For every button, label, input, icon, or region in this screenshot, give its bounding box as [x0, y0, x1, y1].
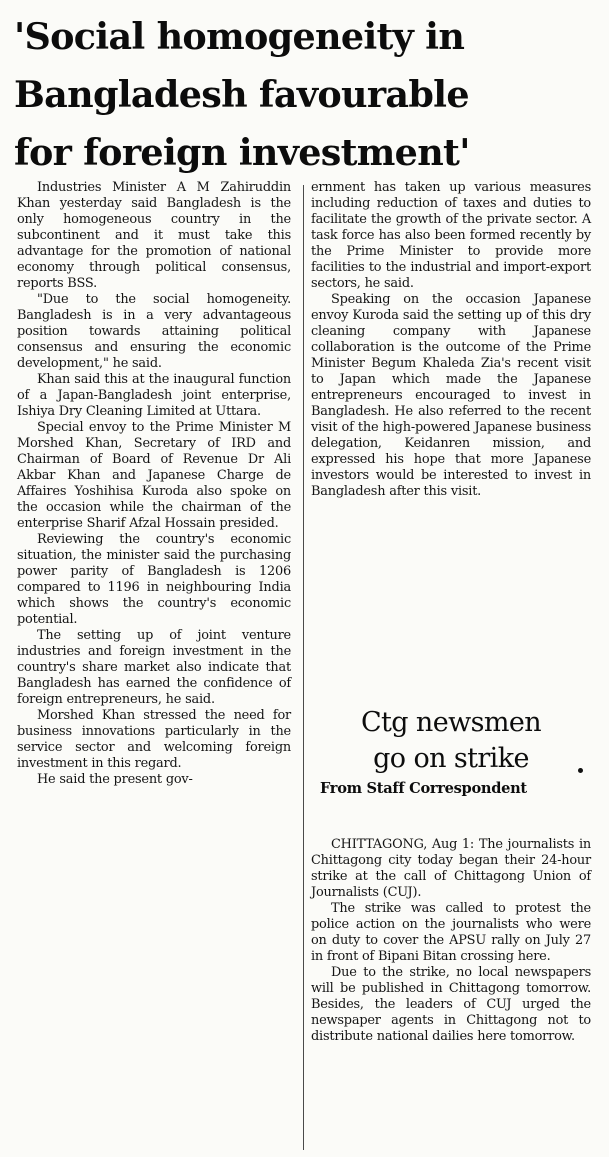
article-paragraph: He said the present gov-: [37, 772, 193, 787]
headline-line: go on strike: [373, 743, 529, 774]
main-story-column-right: [311, 180, 591, 500]
ink-dot: [578, 768, 583, 773]
article-paragraph: Morshed Khan stressed the need for business innovations particularly in the service sector and welcoming foreign investment in this regard.: [17, 708, 291, 771]
headline-line: Bangladesh favourable: [14, 73, 469, 116]
article-paragraph: Special envoy to the Prime Minister M Morshed Khan, Secretary of IRD and Chairman of Board of Revenue Dr Ali Akbar Khan and Japanese Charge de Affaires Yoshihisa Kuroda also spoke on the occasion while the chairman of the enterprise Sharif Afzal Hossain presided.: [17, 420, 291, 531]
article-paragraph: Khan said this at the inaugural function of a Japan-Bangladesh joint enterprise, Ishiya Dry Cleaning Limited at Uttara.: [17, 372, 291, 419]
headline-line: Ctg newsmen: [360, 707, 542, 738]
second-story-body: [311, 837, 591, 1045]
article-paragraph: "Due to the social homogeneity. Bangladesh is in a very advantageous position towards attaining political consensus and ensuring the economic development," he said.: [17, 292, 291, 371]
headline-line: 'Social homogeneity in: [14, 15, 465, 58]
article-paragraph: The strike was called to protest the police action on the journalists who were on duty to cover the APSU rally on July 27 in front of Bipani Bitan crossing here.: [311, 901, 591, 964]
article-paragraph: Due to the strike, no local newspapers will be published in Chittagong tomorrow. Besides, the leaders of CUJ urged the newspaper agents in Chittagong not to distribute national dailies here tomorrow.: [311, 965, 591, 1044]
article-paragraph: The setting up of joint venture industries and foreign investment in the country's share market also indicate that Bangladesh has earned the confidence of foreign entrepreneurs, he said.: [17, 628, 291, 707]
main-headline: [14, 8, 604, 182]
article-paragraph: Reviewing the country's economic situation, the minister said the purchasing power parity of Bangladesh is 1206 compared to 1196 in neighbouring India which shows the country's economic potential.: [17, 532, 291, 627]
article-paragraph: Industries Minister A M Zahiruddin Khan yesterday said Bangladesh is the only homogeneous country in the subcontinent and it must take this advantage for the promotion of national economy through political consensus, reports BSS.: [17, 180, 291, 291]
column-divider: [303, 185, 304, 1150]
article-paragraph: Speaking on the occasion Japanese envoy Kuroda said the setting up of this dry cleaning company with Japanese collaboration is the outcome of the Prime Minister Begum Khaleda Zia's recent visit to Japan which made the Japanese entrepreneurs encouraged to invest in Bangladesh. He also referred to the recent visit of the high-powered Japanese business delegation, Keidanren mission, and expressed his hope that more Japanese investors would be interested to invest in Bangladesh after this visit.: [311, 292, 591, 499]
article-paragraph: ernment has taken up various measures including reduction of taxes and duties to facilitate the growth of the private sector. A task force has also been formed recently by the Prime Minister to provide more facilities to the industrial and import-export sectors, he said.: [311, 180, 591, 291]
second-story-headline: [311, 705, 591, 777]
main-story-column-left: [17, 180, 291, 788]
article-paragraph: CHITTAGONG, Aug 1: The journalists in Chittagong city today began their 24-hour strike at the call of Chittagong Union of Journalists (CUJ).: [311, 837, 591, 900]
byline: From Staff Correspondent: [320, 780, 527, 797]
headline-line: for foreign investment': [14, 131, 470, 174]
